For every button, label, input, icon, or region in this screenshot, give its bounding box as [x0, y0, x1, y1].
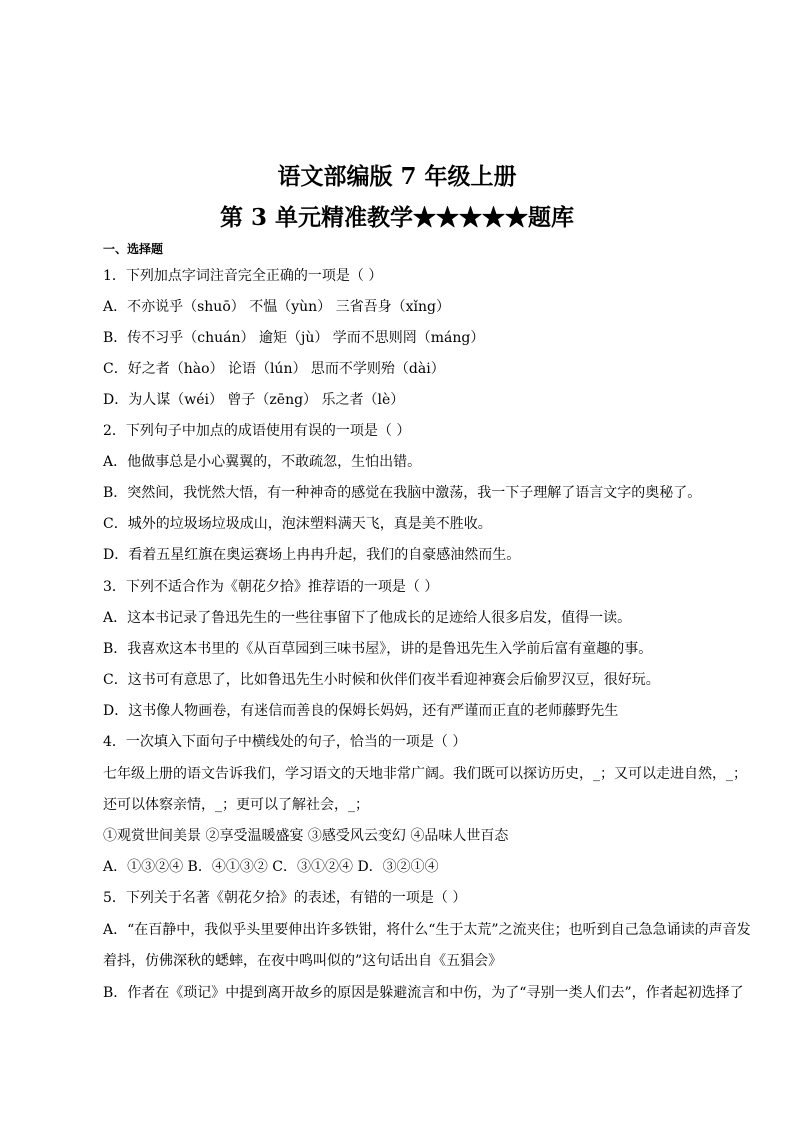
question-5-option-a-line-2: 着抖，仿佛深秋的蟋蟀，在夜中鸣叫似的”这句话出自《五猖会》 [103, 953, 503, 969]
question-2-option-b: B．突然间，我恍然大悟，有一种神奇的感觉在我脑中激荡，我一下子理解了语言文字的奥秘了。 [103, 485, 702, 501]
question-2-option-c: C．城外的垃圾场垃圾成山，泡沫塑料满天飞，真是美不胜收。 [103, 516, 492, 532]
section-heading: 一、选择题 [103, 242, 164, 256]
question-5: 5．下列关于名著《朝花夕拾》的表述，有错的一项是（ ） [103, 890, 467, 906]
question-1-option-c: C．好之者（hào） 论语（lún） 思而不学则殆（dài） [103, 361, 445, 377]
question-3-option-b: B．我喜欢这本书里的《从百草园到三味书屋》，讲的是鲁迅先生入学前后富有童趣的事。 [103, 641, 653, 657]
question-2-option-a: A．他做事总是小心翼翼的，不敢疏忽，生怕出错。 [103, 454, 422, 470]
question-4-choices: ①观赏世间美景 ②享受温暖盛宴 ③感受风云变幻 ④品味人世百态 [103, 828, 509, 844]
question-4-stem-line-2: 还可以体察亲情，_；更可以了解社会，_； [103, 797, 369, 813]
question-5-option-b-line-1: B．作者在《琐记》中提到离开故乡的原因是躲避流言和中伤，为了“寻别一类人们去”，作者起初选择了 [103, 985, 744, 1001]
question-1-option-b: B．传不习乎（chuán） 逾矩（jù） 学而不思则罔（máng） [103, 330, 485, 346]
question-1: 1．下列加点字词注音完全正确的一项是（ ） [103, 268, 383, 284]
question-4-options: A．①③②④ B．④①③② C．③①②④ D．③②①④ [103, 859, 439, 875]
document-subtitle: 第 3 单元精准教学★★★★★题库 [219, 204, 575, 231]
question-5-option-a-line-1: A．“在百静中，我似乎头里要伸出许多铁钳，将什么“生于太荒”之流夹住；也听到自己急急诵读的声音发 [103, 922, 751, 938]
question-2: 2．下列句子中加点的成语使用有误的一项是（ ） [103, 423, 411, 439]
question-1-option-a: A．不亦说乎（shuō） 不愠（yùn） 三省吾身（xǐng） [103, 299, 450, 315]
question-4-stem-line-1: 七年级上册的语文告诉我们，学习语文的天地非常广阔。我们既可以探访历史，_；又可以走进自然，_； [103, 766, 747, 782]
question-2-option-d: D．看着五星红旗在奥运赛场上冉冉升起，我们的自豪感油然而生。 [103, 547, 521, 563]
question-3-option-c: C．这书可有意思了，比如鲁迅先生小时候和伙伴们夜半看迎神赛会后偷罗汉豆，很好玩。 [103, 672, 660, 688]
question-3-option-d: D．这书像人物画卷，有迷信而善良的保姆长妈妈，还有严谨而正直的老师藤野先生 [103, 703, 619, 719]
question-1-option-d: D．为人谋（wéi） 曾子（zēng） 乐之者（lè） [103, 392, 405, 408]
question-3-option-a: A．这本书记录了鲁迅先生的一些往事留下了他成长的足迹给人很多启发，值得一读。 [103, 610, 632, 626]
question-3: 3．下列不适合作为《朝花夕拾》推荐语的一项是（ ） [103, 579, 439, 595]
document-title: 语文部编版 7 年级上册 [277, 163, 517, 190]
question-4: 4．一次填入下面句子中横线处的句子，恰当的一项是（ ） [103, 734, 467, 750]
